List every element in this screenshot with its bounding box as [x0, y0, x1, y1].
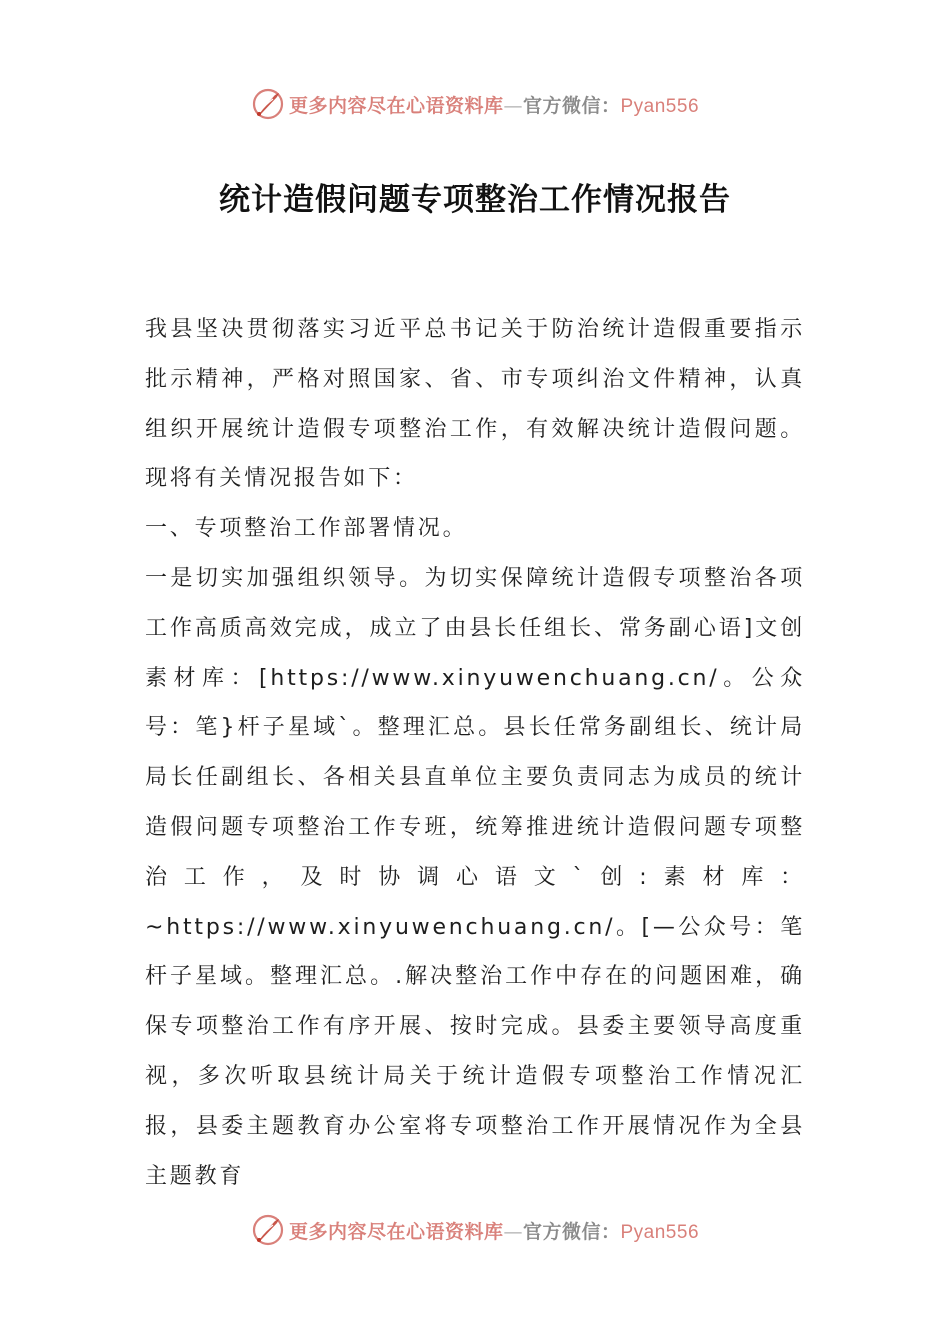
- quill-pen-logo-icon: [251, 87, 285, 121]
- banner-wechat-id: Pyan556: [620, 95, 700, 117]
- banner-dash: —: [503, 1220, 523, 1243]
- banner-text: [289, 1217, 699, 1244]
- document-title: 统计造假问题专项整治工作情况报告: [219, 182, 731, 218]
- paragraph-intro: 我县坚决贯彻落实习近平总书记关于防治统计造假重要指示批示精神，严格对照国家、省、市专项纠治文件精神，认真组织开展统计造假专项整治工作，有效解决统计造假问题。现将有关情况报告如下：: [145, 317, 805, 492]
- banner-main-text: 更多内容尽在心语资料库: [288, 1220, 504, 1243]
- banner-official-label: 官方微信：: [522, 1220, 621, 1243]
- footer-banner: [0, 1210, 950, 1250]
- banner-wechat-id: Pyan556: [620, 1221, 700, 1243]
- banner-official-label: 官方微信：: [522, 94, 621, 117]
- quill-pen-logo-icon: [251, 1213, 285, 1247]
- paragraph-organization: 一是切实加强组织领导。为切实保障统计造假专项整治各项工作高质高效完成，成立了由县长任组长、常务副心语]文创素材库：[https://www.xinyuwenchuang.cn/。公众号：笔}杆子星域`。整理汇总。县长任常务副组长、统计局局长任副组长、各相关县直单位主要负责同志为成员的统计造假问题专项整治工作专班，统筹推进统计造假问题专项整治工作，及时协调心语文`创:素材库：~https://www.xinyuwenchuang.cn/。[—公众号：笔杆子星域。整理汇总。.解决整治工作中存在的问题困难，确保专项整治工作有序开展、按时完成。县委主要领导高度重视，多次听取县统计局关于统计造假专项整治工作情况汇报，县委主题教育办公室将专项整治工作开展情况作为全县主题教育: [145, 565, 805, 1189]
- header-banner: [0, 84, 950, 124]
- paragraph-section-heading: 一、专项整治工作部署情况。: [145, 516, 468, 542]
- document-body: [145, 305, 805, 1201]
- banner-dash: —: [503, 94, 523, 117]
- banner-text: [289, 91, 699, 118]
- banner-main-text: 更多内容尽在心语资料库: [288, 94, 504, 117]
